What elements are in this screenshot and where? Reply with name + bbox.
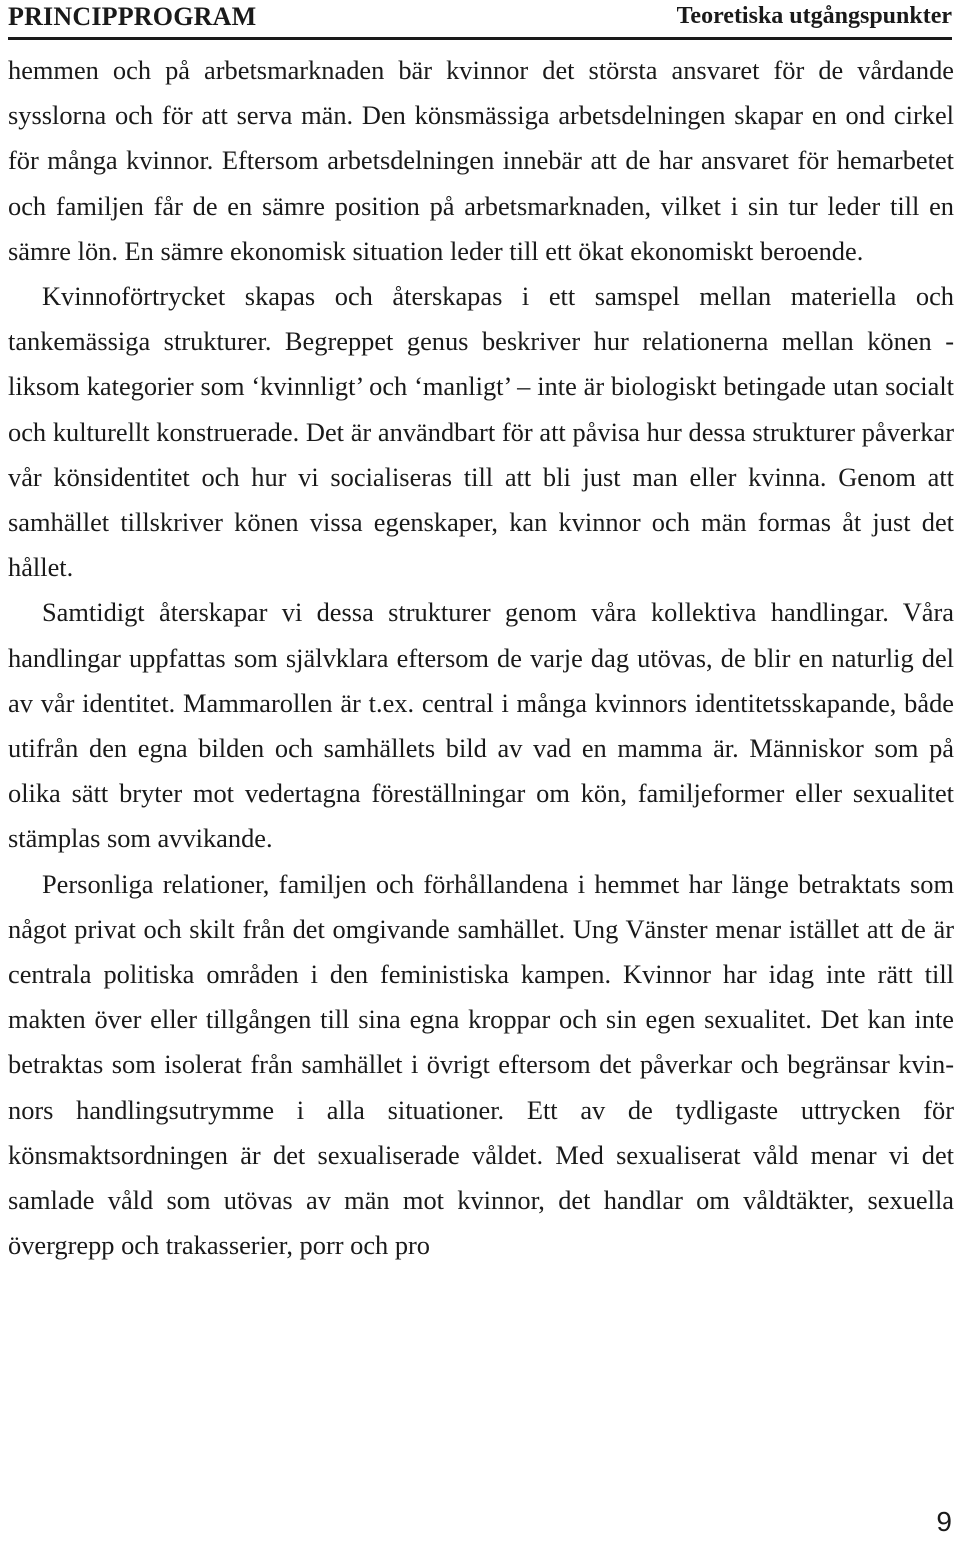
header-section-title: Teoretiska utgångspunkter	[676, 3, 952, 29]
page-number: 9	[936, 1506, 952, 1537]
running-header	[8, 0, 952, 34]
paragraph-genus: Kvinnoförtrycket skapas och återskapas i ett samspel mellan materiella och tankemässiga strukturer. Begreppet genus beskriver hur relationerna mellan könen - liksom kategorier som ‘kvinnligt’ och ‘manligt’ – inte är biologiskt betingade utan socialt och kulturellt konstruerade. Det är användbart för att påvisa hur dessa strukturer påverkar vår könsidentitet och hur vi socialiseras till att bli just man eller kvinna. Genom att samhället tillskriver könen vissa egenskaper, kan kvinnor och män formas åt just det hållet.	[8, 281, 954, 583]
header-rule	[8, 37, 952, 40]
paragraph-personliga-relationer: Personliga relationer, familjen och förhållandena i hemmet har länge betraktats som något privat och skilt från det omgivande samhället. Ung Vänster menar istället att de är centrala politiska områden i den feministiska kampen. Kvinnor har idag inte rätt till makten över eller tillgången till sina egna kroppar och sin egen sexualitet. Det kan inte betraktas som isolerat från samhället i övrigt eftersom det påverkar och begränsar kvinnors handlingsutrymme i alla situationer. Ett av de tydligaste uttrycken för könsmaktsordningen är det sexualiserade våldet. Med sexualiserat våld menar vi det samlade våld som utövas av män mot kvinnor, det handlar om våldtäkter, sexuella övergrepp och trakasserier, porr och pro	[8, 868, 954, 1261]
body-text	[8, 48, 954, 1268]
paragraph-kollektiva-handlingar: Samtidigt återskapar vi dessa strukturer genom våra kollektiva handlingar. Våra handlingar uppfattas som självklara eftersom de varje dag utövas, de blir en naturlig del av vår identitet. Mammarollen är t.ex. central i många kvinnors identitetsskapande, både utifrån den egna bilden och samhällets bild av vad en mamma är. Människor som på olika sätt bryter mot vedertagna föreställningar om kön, familjeformer eller sexualitet stämplas som avvikande.	[8, 597, 954, 854]
header-program-title: PRINCIPPROGRAM	[8, 2, 257, 31]
paragraph-continued: hemmen och på arbetsmarknaden bär kvinnor det största ansvaret för de vårdande sysslorna och för att serva män. Den könsmässiga arbetsdelningen skapar en ond cirkel för många kvinnor. Eftersom arbetsdelningen innebär att de har ansvaret för hemarbetet och familjen får de en sämre position på arbetsmarknaden, vilket i sin tur leder till en sämre lön. En sämre ekonomisk situation leder till ett ökat ekonomiskt beroende.	[8, 55, 954, 266]
